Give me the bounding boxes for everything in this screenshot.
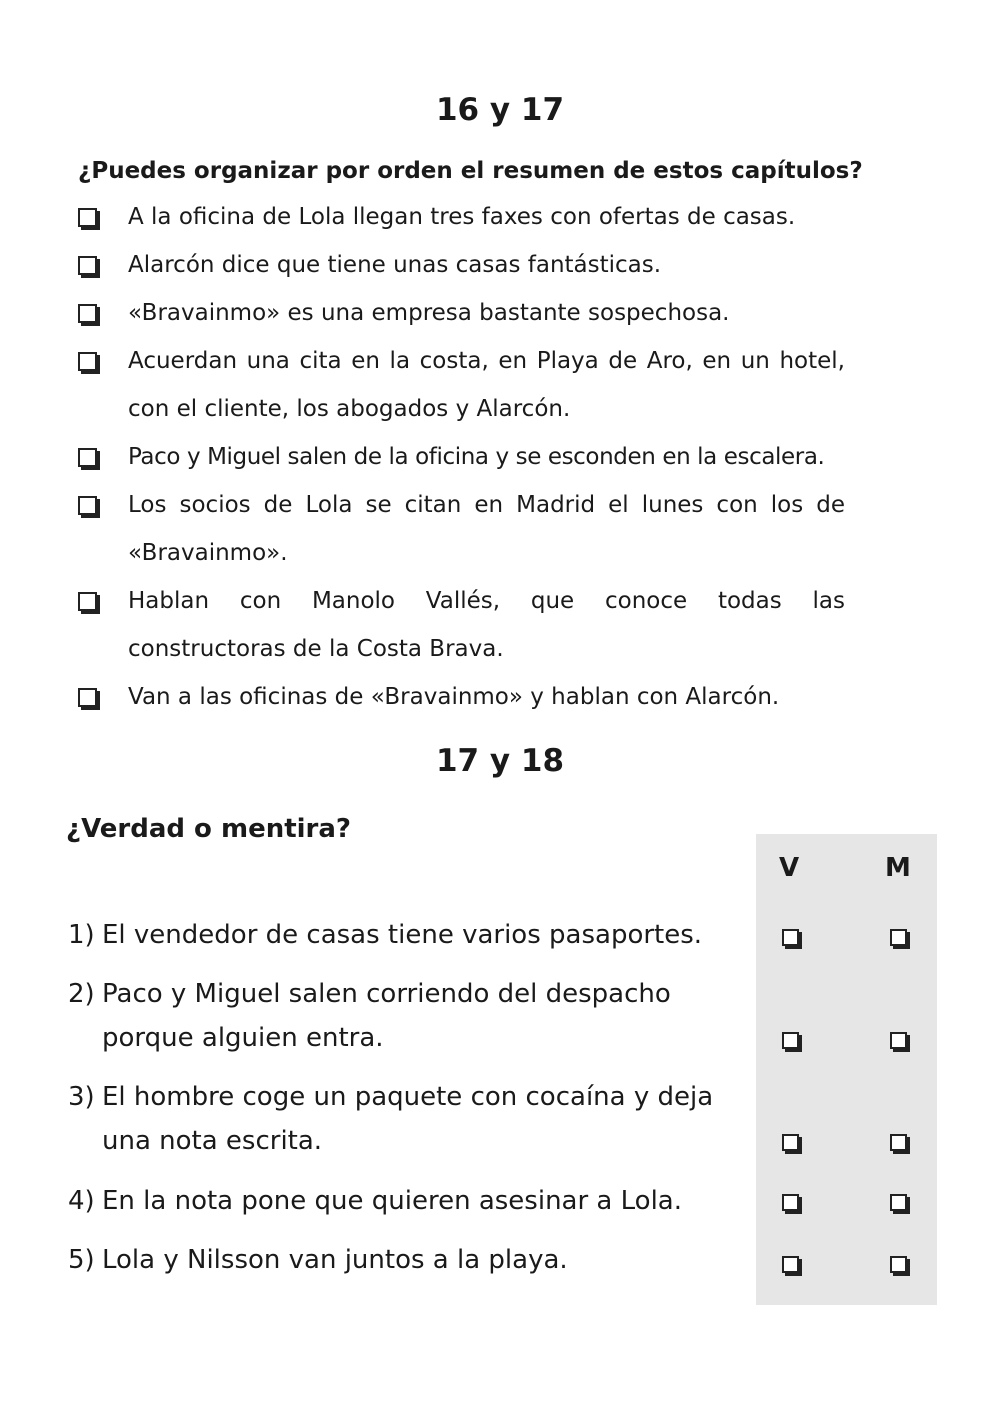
checkbox-icon[interactable] (782, 1032, 799, 1049)
order-item-text: «Bravainmo» es una empresa bastante sospechosa. (128, 300, 730, 326)
column-header-v: V (779, 853, 800, 883)
order-item-text: Alarcón dice que tiene unas casas fantásticas. (128, 252, 662, 278)
order-item-text: A la oficina de Lola llegan tres faxes con ofertas de casas. (128, 204, 796, 230)
statement-text: Paco y Miguel salen corriendo del despacho (102, 979, 671, 1009)
checkbox-icon[interactable] (890, 929, 907, 946)
statement-text-continued: una nota escrita. (102, 1126, 323, 1156)
statement-text: Lola y Nilsson van juntos a la playa. (102, 1245, 568, 1275)
statement-row (68, 972, 748, 1060)
checkbox-icon[interactable] (890, 1256, 907, 1273)
checkbox-icon[interactable] (782, 929, 799, 946)
checkbox-icon[interactable] (890, 1032, 907, 1049)
checkbox-icon[interactable] (78, 256, 97, 275)
checkbox-icon[interactable] (78, 208, 97, 227)
true-false-question: ¿Verdad o mentira? (66, 814, 351, 844)
order-item-text: Los socios de Lola se citan en Madrid el lunes con los de «Bravainmo». (128, 492, 845, 566)
statement-text-continued: porque alguien entra. (102, 1023, 384, 1053)
answer-column-panel (756, 834, 937, 1305)
checkbox-icon[interactable] (78, 688, 97, 707)
checkbox-icon[interactable] (78, 352, 97, 371)
statement-number: 5) (68, 1245, 95, 1275)
statement-number: 1) (68, 920, 95, 950)
statement-number: 3) (68, 1082, 95, 1112)
order-item-text: Hablan con Manolo Vallés, que conoce todas las constructoras de la Costa Brava. (128, 588, 845, 662)
statement-number: 2) (68, 979, 95, 1009)
statement-text: El vendedor de casas tiene varios pasaportes. (102, 920, 703, 950)
order-item-text: Paco y Miguel salen de la oficina y se esconden en la escalera. (128, 444, 825, 470)
checkbox-icon[interactable] (782, 1256, 799, 1273)
section-title-17-18: 17 y 18 (435, 743, 565, 779)
checkbox-icon[interactable] (78, 592, 97, 611)
column-header-m: M (885, 853, 911, 883)
checkbox-icon[interactable] (782, 1134, 799, 1151)
checkbox-icon[interactable] (890, 1194, 907, 1211)
checkbox-icon[interactable] (78, 496, 97, 515)
statement-row (68, 913, 748, 957)
order-item-text: Acuerdan una cita en la costa, en Playa de Aro, en un hotel, con el cliente, los abogados y Alarcón. (128, 348, 845, 422)
statement-number: 4) (68, 1186, 95, 1216)
checkbox-icon[interactable] (78, 448, 97, 467)
checkbox-icon[interactable] (890, 1134, 907, 1151)
statement-row (68, 1179, 748, 1223)
statement-row (68, 1075, 748, 1163)
checkbox-icon[interactable] (782, 1194, 799, 1211)
ordering-question: ¿Puedes organizar por orden el resumen de estos capítulos? (78, 158, 863, 184)
statement-text: En la nota pone que quieren asesinar a Lola. (102, 1186, 682, 1216)
section-title-16-17: 16 y 17 (435, 92, 565, 128)
statement-text: El hombre coge un paquete con cocaína y deja (102, 1082, 714, 1112)
checkbox-icon[interactable] (78, 304, 97, 323)
statement-row (68, 1238, 748, 1282)
order-item-text: Van a las oficinas de «Bravainmo» y hablan con Alarcón. (128, 684, 780, 710)
